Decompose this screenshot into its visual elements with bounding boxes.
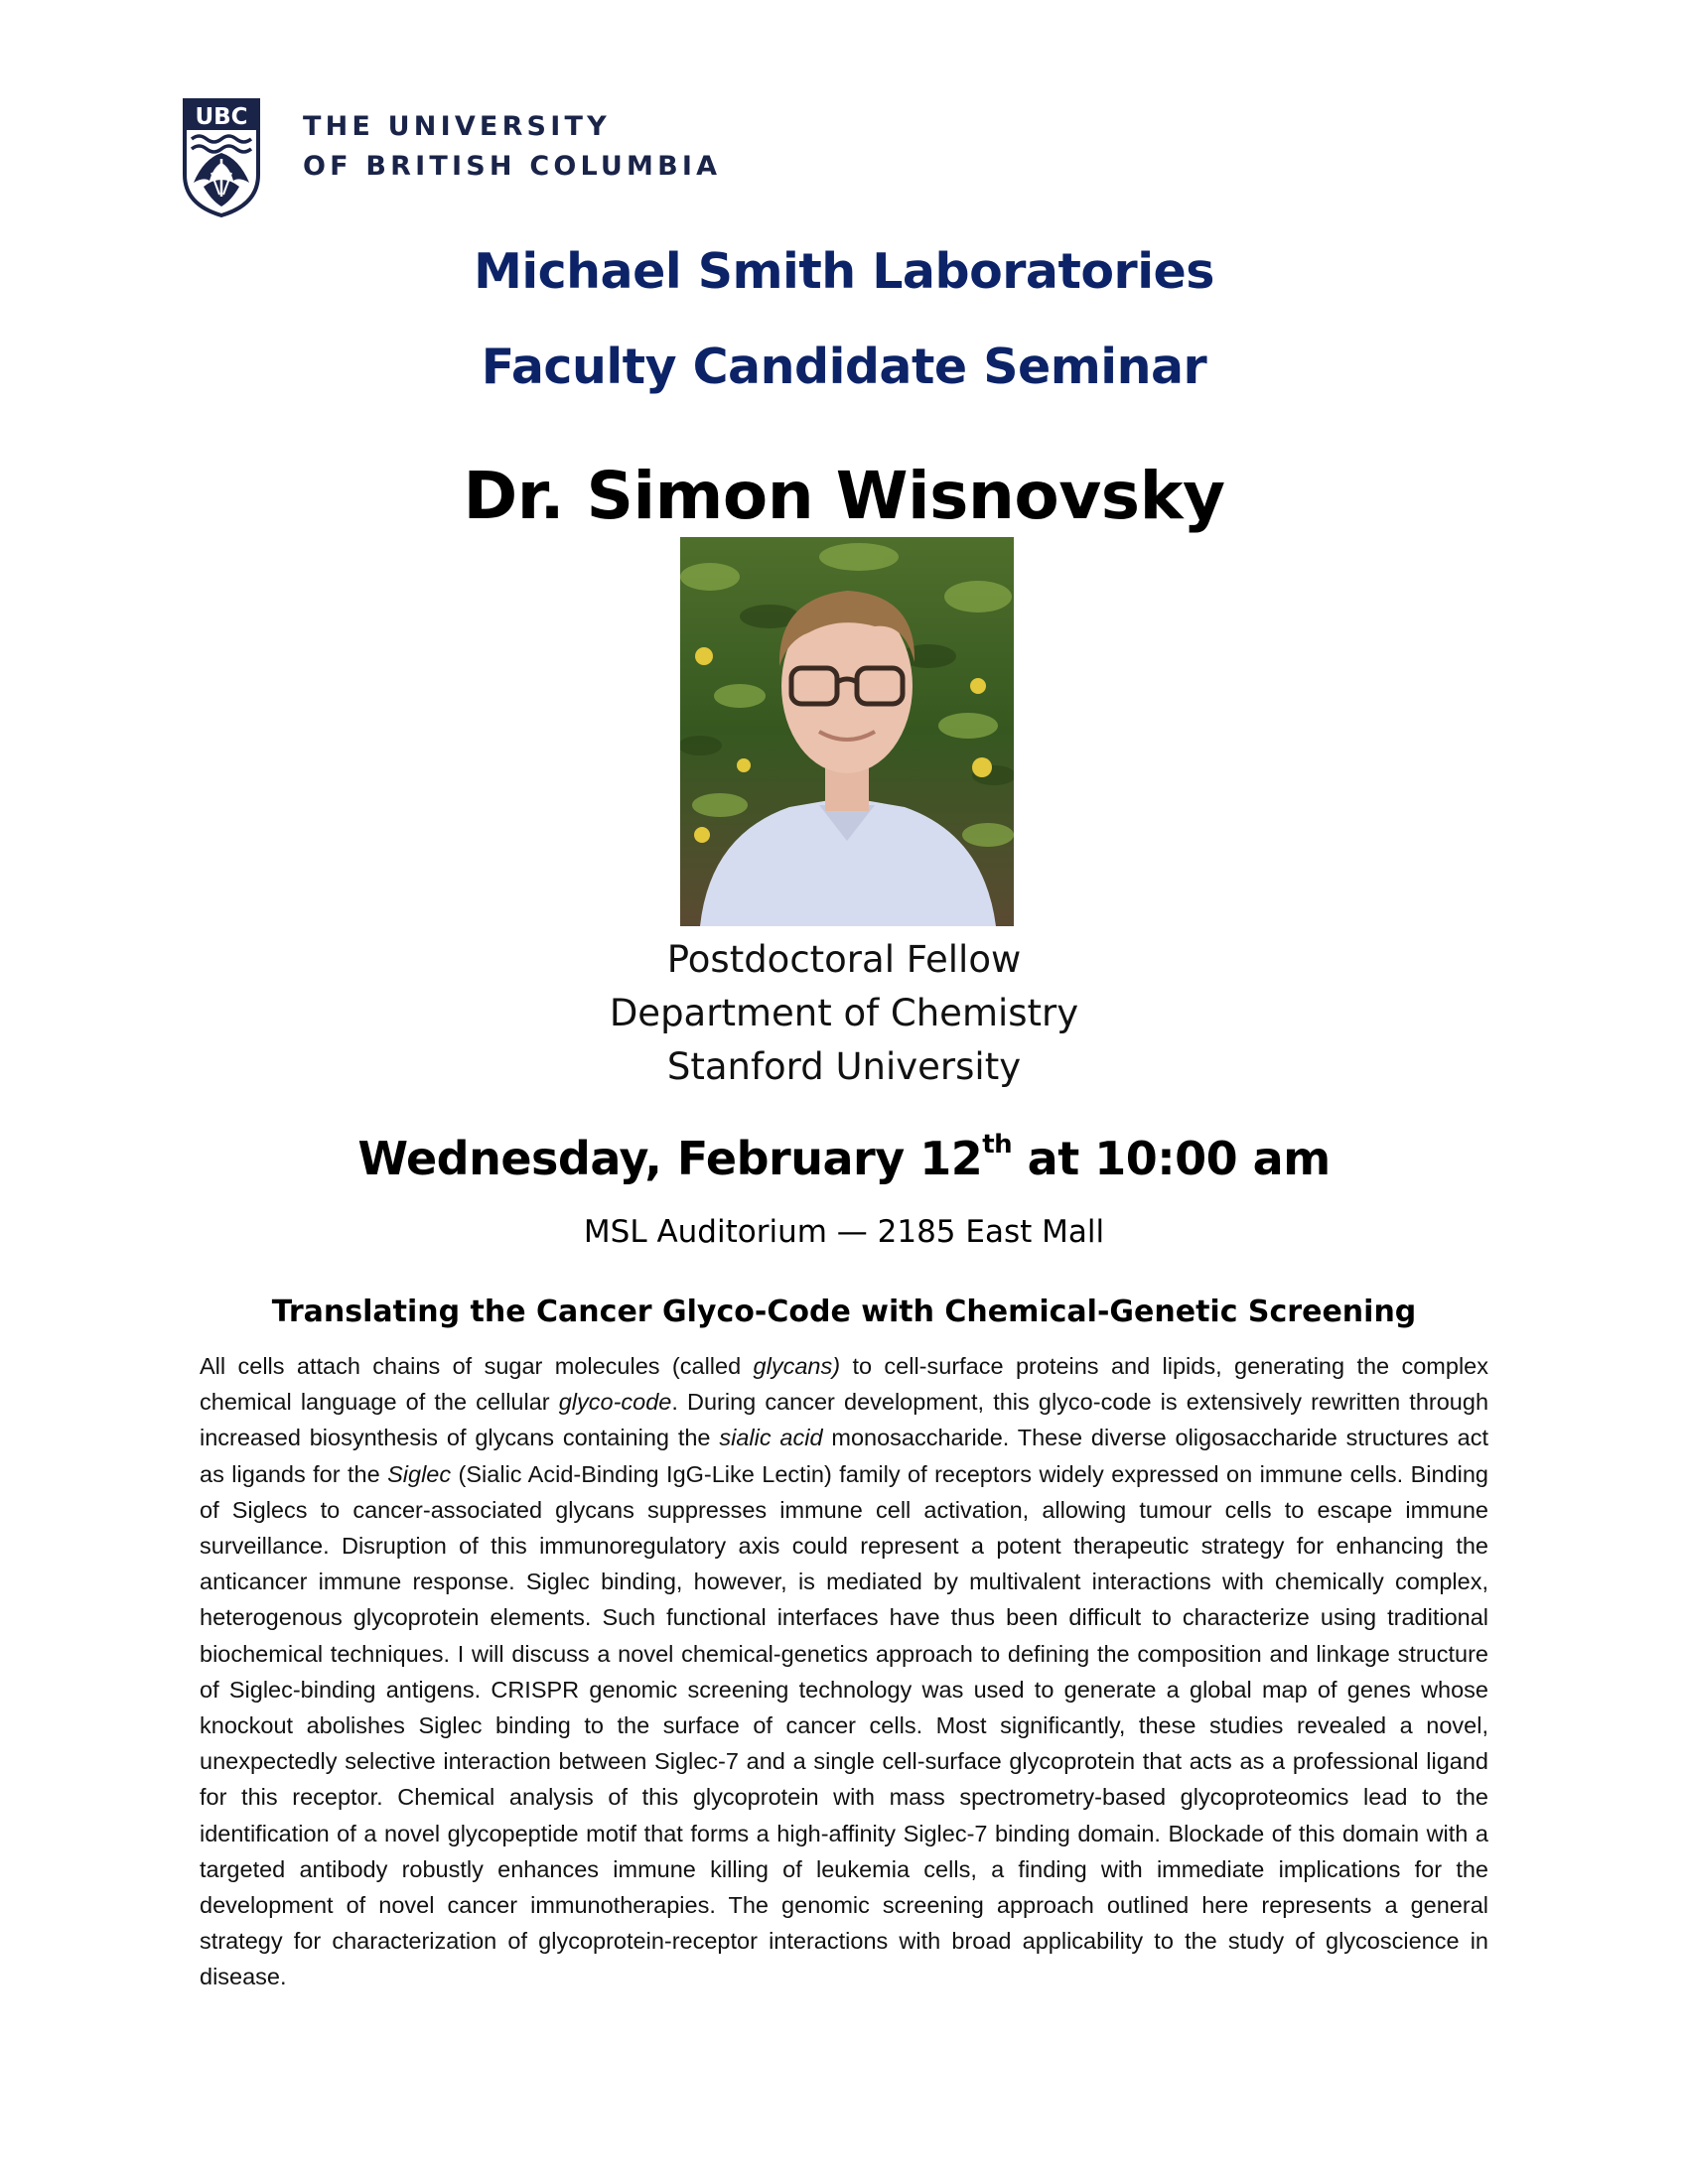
institution-line2: OF BRITISH COLUMBIA: [303, 151, 722, 182]
speaker-institution: Stanford University: [666, 1045, 1022, 1088]
abstract-text: . During cancer development, this glyco-code is extensively rewritten through increased biosynthesis of glycans containing the: [200, 1389, 1489, 1451]
speaker-affiliation: [0, 933, 1688, 1094]
date-ordinal-suffix: th: [982, 1130, 1013, 1160]
abstract-paragraph: [200, 1348, 1488, 1995]
speaker-portrait: [680, 537, 1014, 926]
event-title-line1: Michael Smith Laboratories: [474, 243, 1214, 300]
speaker-position: Postdoctoral Fellow: [666, 938, 1022, 981]
abstract-term-glycans: glycans): [753, 1353, 841, 1379]
ubc-logo: [182, 97, 721, 218]
abstract-text: monosaccharide. These diverse oligosaccharide structures act as ligands for the: [200, 1425, 1488, 1487]
talk-abstract: [200, 1348, 1488, 1995]
event-time: at 10:00 am: [1012, 1132, 1331, 1185]
abstract-text: (Sialic Acid-Binding IgG-Like Lectin) family of receptors widely expressed on immune cells. Binding of Siglecs to cancer-associated glycans suppresses immune cell activation, allowing tumour cells to escape immune surveillance. Disruption of this immunoregulatory axis could represent a potent therapeutic strategy for enhancing the anticancer immune response. Siglec binding, however, is mediated by multivalent interactions with chemically complex, heterogenous glycoprotein elements. Such functional interfaces have thus been difficult to characterize using traditional biochemical techniques. I will discuss a novel chemical-genetics approach to defining the composition and linkage structure of Siglec-binding antigens. CRISPR genomic screening technology was used to generate a global map of genes whose knockout abolishes Siglec binding to the surface of cancer cells. Most significantly, these studies revealed a novel, unexpectedly selective interaction between Siglec-7 and a single cell-surface glycoprotein that acts as a professional ligand for this receptor. Chemical analysis of this glycoprotein with mass spectrometry-based glycoproteomics lead to the identification of a novel glycopeptide motif that forms a high-affinity Siglec-7 binding domain. Blockade of this domain with a targeted antibody robustly enhances immune killing of leukemia cells, a finding with immediate implications for the development of novel cancer immunotherapies. The genomic screening approach outlined here represents a general strategy for characterization of glycoprotein-receptor interactions with broad applicability to the study of glycoscience in disease.: [200, 1460, 1488, 1990]
logo-text: UBC: [195, 104, 248, 130]
abstract-text: to cell-surface proteins and lipids, generating the complex chemical language of the cellular: [200, 1353, 1488, 1416]
abstract-term-glyco-code: glyco-code: [558, 1389, 672, 1416]
speaker-name: Dr. Simon Wisnovsky: [463, 458, 1225, 534]
abstract-text: All cells attach chains of sugar molecules (called: [200, 1353, 754, 1379]
abstract-term-sialic-acid: sialic acid: [719, 1425, 823, 1451]
ubc-crest-icon: [182, 97, 261, 218]
abstract-term-siglec: Siglec: [387, 1460, 452, 1487]
talk-title: Translating the Cancer Glyco-Code with Chemical-Genetic Screening: [271, 1295, 1417, 1329]
event-date: Wednesday, February 12: [357, 1132, 983, 1185]
event-datetime: [0, 1127, 1688, 1190]
event-location: MSL Auditorium — 2185 East Mall: [583, 1214, 1105, 1250]
event-title-line2: Faculty Candidate Seminar: [481, 339, 1207, 395]
speaker-department: Department of Chemistry: [609, 992, 1079, 1034]
institution-line1: THE UNIVERSITY: [303, 111, 611, 142]
event-header: [0, 224, 1688, 415]
